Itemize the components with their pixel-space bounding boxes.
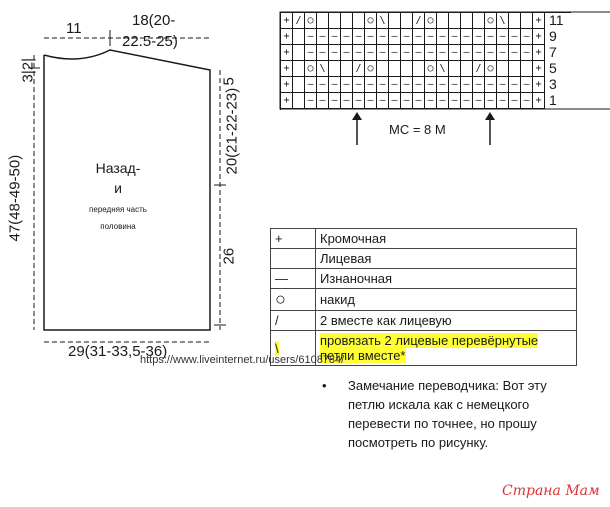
chart-cell — [317, 13, 329, 29]
chart-cell: + — [533, 29, 545, 45]
chart-cell: — — [425, 77, 437, 93]
chart-cell — [389, 61, 401, 77]
chart-cell: — — [449, 77, 461, 93]
chart-cell — [509, 61, 521, 77]
note-line: перевести по точнее, но прошу — [348, 416, 537, 431]
piece-label-sub1: передняя часть — [89, 205, 147, 214]
chart-cell: + — [533, 13, 545, 29]
chart-cell: ○ — [425, 61, 437, 77]
chart-cell: — — [461, 45, 473, 61]
chart-row-number: 5 — [549, 60, 557, 76]
dim-right-mid: 20(21-22-23) — [223, 87, 241, 175]
chart-row-number: 9 — [549, 28, 557, 44]
chart-cell: — — [329, 93, 341, 109]
note-line: петлю искала как с немецкого — [348, 397, 530, 412]
legend-row — [271, 249, 577, 269]
chart-cell: — — [521, 45, 533, 61]
chart-cell: — — [497, 45, 509, 61]
legend-row — [271, 229, 577, 249]
arrow-left-head — [352, 112, 362, 120]
chart-cell: / — [353, 61, 365, 77]
chart-cell: + — [533, 77, 545, 93]
piece-label-main: Назад- — [95, 160, 141, 176]
chart-cell: — — [485, 77, 497, 93]
chart-cell: ○ — [485, 13, 497, 29]
chart-cell: — — [437, 93, 449, 109]
chart-cell: — — [461, 93, 473, 109]
chart-cell — [389, 13, 401, 29]
chart-cell: — — [341, 29, 353, 45]
chart-cell — [293, 29, 305, 45]
chart-cell — [293, 61, 305, 77]
chart-cell: — — [449, 29, 461, 45]
dim-right-low: 26 — [220, 247, 238, 265]
note-bullet: • — [322, 378, 327, 393]
chart-cell: — — [377, 29, 389, 45]
chart-cell — [353, 13, 365, 29]
legend-text: накид — [316, 289, 577, 311]
chart-cell: — — [497, 77, 509, 93]
chart-cell: — — [521, 93, 533, 109]
chart-cell: — — [413, 93, 425, 109]
chart-cell: — — [329, 29, 341, 45]
chart-cell: + — [281, 93, 293, 109]
chart-cell — [341, 61, 353, 77]
chart-cell: — — [341, 45, 353, 61]
legend-text: Изнаночная — [316, 269, 577, 289]
legend-symbol: — — [271, 269, 316, 289]
chart-cell — [341, 13, 353, 29]
chart-cell: — — [329, 45, 341, 61]
chart-cell: — — [509, 29, 521, 45]
chart-cell: — — [305, 29, 317, 45]
chart-cell: — — [377, 77, 389, 93]
legend-table — [270, 228, 577, 366]
chart-cell: — — [365, 77, 377, 93]
chart-cell — [293, 77, 305, 93]
chart-cell: + — [281, 61, 293, 77]
legend-symbol: / — [271, 311, 316, 331]
chart-cell: + — [281, 77, 293, 93]
chart-cell: — — [425, 45, 437, 61]
watermark-logo: Страна Мам — [502, 483, 600, 499]
chart-cell — [329, 61, 341, 77]
chart-cell: — — [473, 45, 485, 61]
note-line: посмотреть по рисунку. — [348, 435, 489, 450]
chart-cell: — — [473, 77, 485, 93]
knitting-chart — [280, 12, 571, 110]
legend-text: Лицевая — [316, 249, 577, 269]
legend-symbol: + — [271, 229, 316, 249]
legend-text: Кромочная — [316, 229, 577, 249]
dim-left-main: 47(48-49-50) — [6, 154, 24, 242]
chart-cell: — — [353, 29, 365, 45]
chart-cell: — — [365, 93, 377, 109]
chart-cell: \ — [437, 61, 449, 77]
chart-cell: ○ — [425, 13, 437, 29]
chart-cell: — — [461, 77, 473, 93]
chart-cell: ○ — [485, 61, 497, 77]
chart-cell — [497, 61, 509, 77]
chart-cell: + — [533, 61, 545, 77]
chart-row-number: 7 — [549, 44, 557, 60]
chart-cell: — — [341, 77, 353, 93]
chart-cell: — — [461, 29, 473, 45]
mc-label: МС = 8 М — [389, 122, 446, 137]
translator-note — [348, 376, 588, 452]
chart-cell: — — [353, 93, 365, 109]
chart-cell: — — [401, 93, 413, 109]
chart-cell: — — [497, 93, 509, 109]
chart-cell: — — [377, 93, 389, 109]
chart-cell — [293, 45, 305, 61]
chart-cell: — — [413, 45, 425, 61]
chart-cell: — — [449, 45, 461, 61]
chart-cell — [509, 13, 521, 29]
legend-symbol — [271, 249, 316, 269]
chart-cell — [461, 13, 473, 29]
chart-cell — [473, 13, 485, 29]
chart-cell: \ — [317, 61, 329, 77]
dim-top-right-2: 22.5-25) — [122, 33, 178, 50]
chart-cell: — — [509, 77, 521, 93]
chart-cell: + — [281, 13, 293, 29]
chart-cell — [293, 93, 305, 109]
chart-row-number: 3 — [549, 76, 557, 92]
chart-cell: — — [413, 29, 425, 45]
chart-cell: — — [437, 77, 449, 93]
chart-cell: — — [341, 93, 353, 109]
chart-cell: ○ — [305, 13, 317, 29]
chart-cell: — — [353, 45, 365, 61]
chart-cell: — — [377, 45, 389, 61]
chart-cell: — — [365, 29, 377, 45]
chart-cell: — — [305, 45, 317, 61]
dim-right-small: 5 — [220, 77, 238, 86]
chart-cell: — — [497, 29, 509, 45]
note-line: Замечание переводчика: Вот эту — [348, 378, 547, 393]
piece-label-sub2: половина — [100, 222, 136, 231]
chart-cell: — — [317, 45, 329, 61]
chart-cell: — — [389, 45, 401, 61]
chart-cell: — — [473, 93, 485, 109]
chart-cell — [401, 61, 413, 77]
chart-cell: — — [413, 77, 425, 93]
chart-cell: / — [473, 61, 485, 77]
chart-cell: — — [401, 77, 413, 93]
chart-cell: + — [533, 93, 545, 109]
chart-cell: — — [329, 77, 341, 93]
dim-left-small: 3|2| — [19, 58, 37, 83]
dim-top-right-1: 18(20- — [132, 12, 176, 29]
chart-cell: ○ — [365, 61, 377, 77]
chart-row-number: 1 — [549, 92, 557, 108]
chart-cell: — — [365, 45, 377, 61]
chart-cell: — — [449, 93, 461, 109]
chart-cell: — — [317, 29, 329, 45]
chart-cell — [413, 61, 425, 77]
chart-cell: \ — [497, 13, 509, 29]
dim-bottom: 29(31-33,5-36) — [68, 343, 168, 360]
chart-cell: — — [437, 45, 449, 61]
legend-symbol: \ — [275, 340, 279, 356]
legend-row — [271, 311, 577, 331]
chart-cell: — — [437, 29, 449, 45]
chart-cell — [329, 13, 341, 29]
chart-cell: — — [305, 77, 317, 93]
chart-cell: \ — [377, 13, 389, 29]
chart-cell — [521, 61, 533, 77]
chart-cell — [449, 13, 461, 29]
chart-cell: + — [281, 45, 293, 61]
chart-cell: — — [473, 29, 485, 45]
legend-row — [271, 289, 577, 311]
chart-cell — [521, 13, 533, 29]
chart-cell: — — [485, 29, 497, 45]
chart-cell: — — [389, 77, 401, 93]
chart-cell: / — [293, 13, 305, 29]
chart-cell: — — [425, 93, 437, 109]
chart-cell — [461, 61, 473, 77]
chart-cell: — — [485, 45, 497, 61]
chart-cell: — — [353, 77, 365, 93]
legend-symbol: ○ — [271, 289, 316, 311]
chart-cell: — — [521, 77, 533, 93]
chart-cell — [401, 13, 413, 29]
legend-text: 2 вместе как лицевую — [316, 311, 577, 331]
chart-cell: — — [425, 29, 437, 45]
chart-cell: — — [389, 93, 401, 109]
chart-cell: — — [401, 29, 413, 45]
chart-cell: — — [509, 93, 521, 109]
legend-row — [271, 269, 577, 289]
piece-label-and: и — [114, 180, 122, 196]
chart-cell: — — [389, 29, 401, 45]
chart-cell: — — [317, 77, 329, 93]
chart-cell: — — [521, 29, 533, 45]
chart-cell: — — [485, 93, 497, 109]
source-url[interactable]: https://www.liveinternet.ru/users/6108784/ — [140, 354, 345, 366]
chart-cell — [377, 61, 389, 77]
chart-cell: — — [317, 93, 329, 109]
chart-cell: / — [413, 13, 425, 29]
chart-cell — [437, 13, 449, 29]
chart-cell — [449, 61, 461, 77]
chart-row-number: 11 — [549, 12, 564, 28]
legend-text: провязать 2 лицевые перевёрнутые петли вместе* — [320, 333, 539, 363]
chart-cell: — — [401, 45, 413, 61]
chart-cell: — — [509, 45, 521, 61]
arrow-right-head — [485, 112, 495, 120]
chart-cell: ○ — [365, 13, 377, 29]
dim-top-left: 11 — [66, 20, 82, 37]
chart-cell: ○ — [305, 61, 317, 77]
chart-cell: + — [281, 29, 293, 45]
chart-cell: + — [533, 45, 545, 61]
chart-cell: — — [305, 93, 317, 109]
